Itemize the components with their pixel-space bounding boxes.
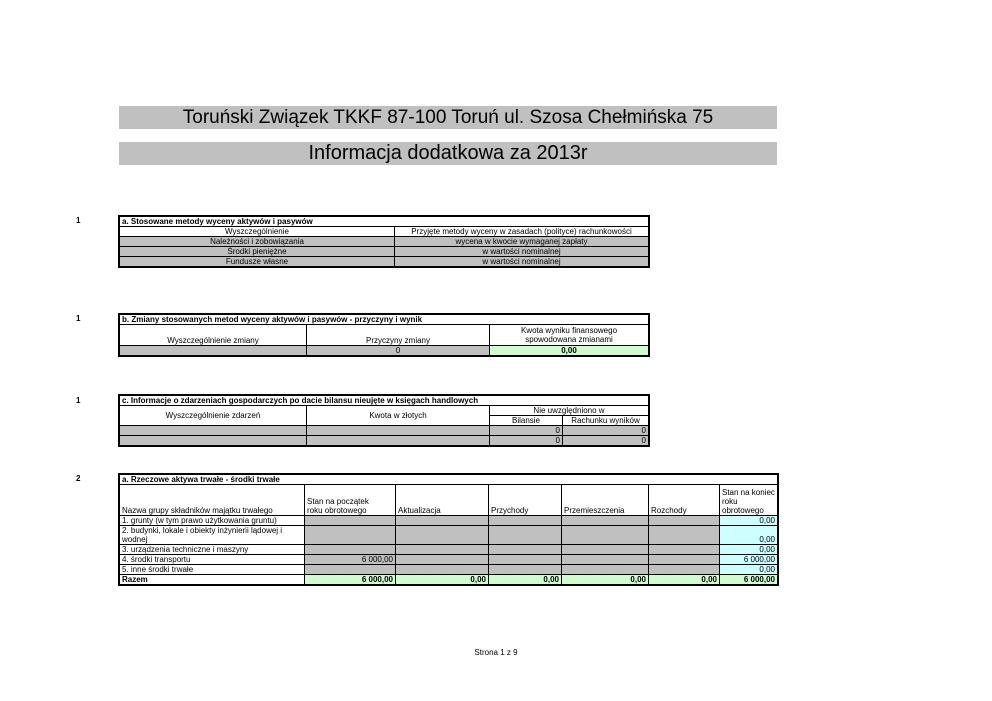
table-row xyxy=(119,436,649,447)
row-label-line: wodnej xyxy=(122,535,148,544)
section-a-number: 1 xyxy=(76,216,81,225)
cell xyxy=(305,526,396,545)
col-header-line: roku xyxy=(722,497,738,506)
cell xyxy=(396,526,489,545)
row-label: 4. środki transportu xyxy=(119,555,305,565)
cell xyxy=(649,555,720,565)
col-header: Kwota w złotych xyxy=(307,406,490,426)
cell xyxy=(305,516,396,526)
post-balance-events-table xyxy=(118,394,650,447)
cell: 6 000,00 xyxy=(305,575,396,586)
col-header-line: Stan na koniec xyxy=(722,488,775,497)
table-row xyxy=(119,237,649,247)
cell: w wartości nominalnej xyxy=(395,257,650,268)
cell: 0 xyxy=(490,426,563,436)
cell xyxy=(562,545,649,555)
total-row xyxy=(119,575,778,586)
cell xyxy=(307,426,490,436)
cell: 0 xyxy=(307,346,490,357)
cell xyxy=(562,565,649,575)
col-header: Przemieszczenia xyxy=(562,485,649,516)
page-number: Strona 1 z 9 xyxy=(474,648,518,657)
section-c-number: 1 xyxy=(76,396,81,405)
cell: 0,00 xyxy=(396,575,489,586)
col-header: Rachunku wyników xyxy=(563,416,650,426)
cell xyxy=(562,526,649,545)
cell xyxy=(396,545,489,555)
section-b-title: b. Zmiany stosowanych metod wyceny aktywów i pasywów - przyczyny i wynik xyxy=(119,314,649,325)
cell xyxy=(307,436,490,447)
col-header-line: roku obrotowego xyxy=(307,506,367,515)
cell: 0 xyxy=(490,436,563,447)
col-header: Aktualizacja xyxy=(396,485,489,516)
fixed-assets-table xyxy=(118,473,779,586)
cell: 0,00 xyxy=(490,346,650,357)
col-header-line: Stan na początek xyxy=(307,497,369,506)
cell: w wartości nominalnej xyxy=(395,247,650,257)
cell: 0,00 xyxy=(720,516,779,526)
row-label xyxy=(119,526,305,545)
col-header: Przyczyny zmiany xyxy=(307,325,490,346)
col-header xyxy=(720,485,779,516)
cell xyxy=(396,565,489,575)
col-header-line: Kwota wyniku finansowego xyxy=(520,326,618,335)
col-header: Przychody xyxy=(489,485,562,516)
cell: 0 xyxy=(563,426,650,436)
cell xyxy=(119,426,307,436)
cell: Należności i zobowiązania xyxy=(119,237,395,247)
row-label-line: 2. budynki, lokale i obiekty inżynierii lądowej i xyxy=(122,526,283,535)
table-row xyxy=(119,247,649,257)
table-row xyxy=(119,257,649,268)
section-2a-title: a. Rzeczowe aktywa trwałe - środki trwałe xyxy=(119,474,778,485)
cell: 0,00 xyxy=(720,565,779,575)
cell: Środki pieniężne xyxy=(119,247,395,257)
method-changes-table xyxy=(118,313,650,357)
table-row xyxy=(119,426,649,436)
cell xyxy=(396,555,489,565)
cell xyxy=(489,516,562,526)
cell xyxy=(396,516,489,526)
col-header: Wyszczególnienie zdarzeń xyxy=(119,406,307,426)
row-label: 5. inne środki trwałe xyxy=(119,565,305,575)
col-header: Rozchody xyxy=(649,485,720,516)
col-header: Bilansie xyxy=(490,416,563,426)
col-header: Wyszczególnienie xyxy=(119,227,395,237)
cell: 0,00 xyxy=(720,545,779,555)
table-row xyxy=(119,526,778,545)
col-header: Wyszczególnienie zmiany xyxy=(119,325,307,346)
table-row xyxy=(119,555,778,565)
table-row xyxy=(119,516,778,526)
cell: 6 000,00 xyxy=(720,575,779,586)
section-a-title: a. Stosowane metody wyceny aktywów i pasywów xyxy=(119,216,649,227)
valuation-methods-table xyxy=(118,215,650,268)
cell xyxy=(489,555,562,565)
cell xyxy=(305,545,396,555)
cell xyxy=(119,436,307,447)
cell xyxy=(305,565,396,575)
col-header-group: Nie uwzględniono w xyxy=(490,406,650,416)
cell: Fundusze własne xyxy=(119,257,395,268)
cell: 0,00 xyxy=(562,575,649,586)
cell xyxy=(119,346,307,357)
col-header xyxy=(305,485,396,516)
cell: 6 000,00 xyxy=(305,555,396,565)
cell: 0,00 xyxy=(489,575,562,586)
col-header-line: obrotowego xyxy=(722,506,764,515)
cell xyxy=(562,555,649,565)
col-header: Przyjęte metody wyceny w zasadach (polityce) rachunkowości xyxy=(395,227,650,237)
doc-title: Informacja dodatkowa za 2013r xyxy=(119,142,777,165)
cell xyxy=(489,545,562,555)
cell xyxy=(649,516,720,526)
table-row xyxy=(119,545,778,555)
cell xyxy=(489,526,562,545)
cell xyxy=(562,516,649,526)
cell: 6 000,00 xyxy=(720,555,779,565)
cell xyxy=(649,565,720,575)
row-label: 1. grunty (w tym prawo użytkowania gruntu) xyxy=(119,516,305,526)
col-header xyxy=(490,325,650,346)
cell: 0 xyxy=(563,436,650,447)
cell: 0,00 xyxy=(720,526,779,545)
cell: 0,00 xyxy=(649,575,720,586)
col-header: Nazwa grupy składników majątku trwałego xyxy=(119,485,305,516)
section-c-title: c. Informacje o zdarzeniach gospodarczych po dacie bilansu nieujęte w księgach handlowych xyxy=(119,395,649,406)
row-label: 3. urządzenia techniczne i maszyny xyxy=(119,545,305,555)
row-label: Razem xyxy=(119,575,305,586)
section-2a-number: 2 xyxy=(76,474,81,483)
table-row xyxy=(119,346,649,357)
cell: wycena w kwocie wymaganej zapłaty xyxy=(395,237,650,247)
cell xyxy=(489,565,562,575)
table-row xyxy=(119,565,778,575)
cell xyxy=(649,545,720,555)
org-header: Toruński Związek TKKF 87-100 Toruń ul. Szosa Chełmińska 75 xyxy=(119,106,777,129)
cell xyxy=(649,526,720,545)
col-header-line: spowodowana zmianami xyxy=(525,335,613,344)
section-b-number: 1 xyxy=(76,314,81,323)
